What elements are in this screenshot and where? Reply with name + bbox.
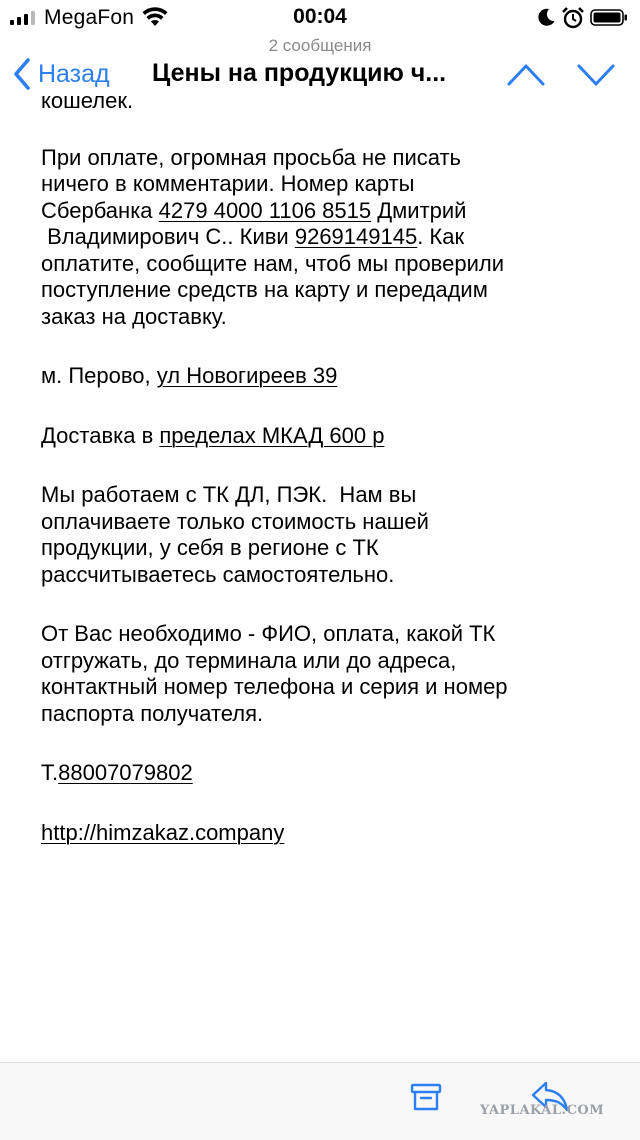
website-link[interactable]: http://himzakaz.company [41, 819, 285, 845]
qiwi-number-link[interactable]: 9269149145 [294, 224, 418, 249]
chevron-up-icon[interactable] [506, 60, 546, 88]
text-line [41, 224, 621, 251]
battery-icon [590, 9, 628, 26]
text-span: Дмитрий [371, 197, 467, 223]
text-line: рассчитываетесь самостоятельно. [41, 561, 395, 587]
address-line [41, 363, 621, 390]
text-line: продукции, у себя в регионе с ТК [41, 535, 379, 560]
text-line: поступление средств на карту и передадим [41, 277, 488, 302]
mail-subject: Цены на продукцию ч... [152, 59, 447, 87]
status-bar [0, 0, 640, 36]
card-number-link[interactable]: 4279 4000 1106 8515 [158, 197, 372, 223]
watermark: YAPLAKAL.COM [480, 1103, 605, 1118]
clock: 00:04 [293, 5, 347, 28]
delivery-link[interactable]: пределах МКАД 600 р [159, 422, 385, 448]
text-line: отгружать, до терминала или до адреса, [41, 647, 457, 673]
requirements-paragraph [41, 621, 621, 727]
clipped-line: кошелек. [41, 88, 134, 113]
chevron-left-icon [12, 57, 32, 91]
text-line: При оплате, огромная просьба не писать [41, 144, 462, 170]
text-span: Сбербанка [41, 197, 159, 223]
bottom-toolbar [0, 1062, 640, 1140]
address-link[interactable]: ул Новогиреев 39 [156, 363, 338, 388]
payment-paragraph [41, 145, 621, 331]
back-button[interactable] [12, 56, 110, 92]
text-line [41, 198, 621, 225]
thread-message-count: 2 сообщения [268, 36, 372, 55]
delivery-line [41, 423, 621, 450]
text-span: Владимирович С.. Киви [41, 224, 295, 249]
text-line: От Вас необходимо - ФИО, оплата, какой ТК [41, 621, 496, 646]
back-label: Назад [38, 59, 110, 88]
text-line: заказ на доставку. [41, 303, 227, 329]
website-line [41, 820, 621, 847]
chevron-down-icon[interactable] [576, 60, 616, 88]
carrier-name: MegaFon [44, 6, 135, 29]
text-line: паспорта получателя. [41, 700, 264, 726]
text-span: . Как [417, 224, 465, 249]
archive-icon[interactable] [410, 1081, 442, 1113]
text-span: м. Перово, [41, 363, 157, 388]
alarm-icon [561, 6, 585, 30]
moon-icon [536, 7, 556, 27]
message-body [41, 88, 621, 1058]
text-span: Доставка в [41, 422, 160, 448]
text-line: оплачиваете только стоимость нашей [41, 508, 429, 534]
carriers-paragraph [41, 482, 621, 588]
text-line: контактный номер телефона и серия и номер [41, 674, 508, 699]
phone-link[interactable]: 88007079802 [58, 760, 193, 785]
text-line: Мы работаем с ТК ДЛ, ПЭК. Нам вы [41, 482, 417, 507]
text-line: оплатите, сообщите нам, чтоб мы проверили [41, 250, 505, 276]
text-span: Т. [41, 760, 59, 785]
text-line: ничего в комментарии. Номер карты [41, 171, 415, 196]
phone-line [41, 760, 621, 787]
